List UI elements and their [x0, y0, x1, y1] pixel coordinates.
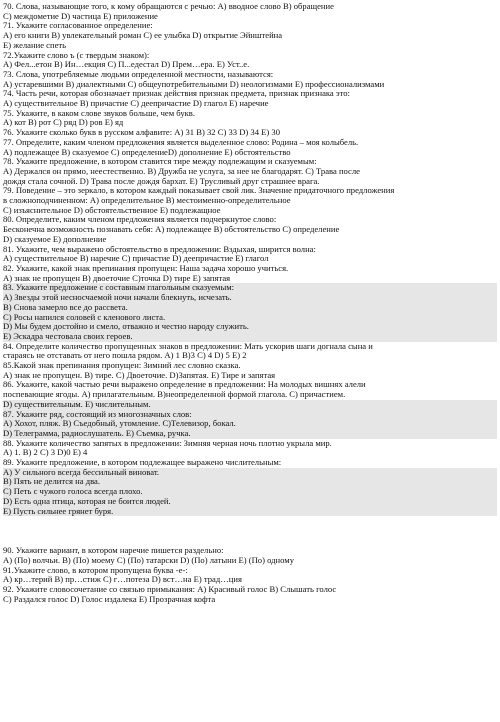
question-line: Е) Эскадра честовала своих героев. — [3, 332, 497, 342]
question-line: 89. Укажите предложение, в котором подлежащее выражено числительным: — [3, 458, 282, 468]
question-line: 77. Определите, каким членом предложения является выделенное слово: Родина – моя колыбель. — [3, 137, 359, 147]
question-line: 73. Слова, употребляемые людьми определенной местности, называются: — [3, 69, 274, 79]
question-line: 79. Поведение – это зеркало, в котором каждый показывает свой лик. Значение придаточного предложения — [3, 186, 395, 196]
question-line: D) сказуемое Е) дополнение — [3, 234, 107, 244]
question-line: Бесконечна возможность познавать себя: А) подлежащее В) обстоятельство С) определение — [3, 225, 340, 235]
question-line: А) устаревшими В) диалектными С) общеупотребительными D) неологизмами Е) профессионализмами — [3, 79, 385, 89]
question-line: 71. Укажите согласованное определение: — [3, 21, 153, 31]
question-line: стараясь не отставать от него пошла рядом. А) 1 В)3 С) 4 D) 5 Е) 2 — [3, 351, 247, 361]
question-line: А) существительное В) наречие С) причастие D) деепричастие Е) глагол — [3, 254, 269, 264]
question-line: 86. Укажите, какой частью речи выражено определение в предложении: На молодых вишнях алели — [3, 380, 366, 390]
question-line: 91.Укажите слово, в котором пропущена буква -е-: — [3, 565, 188, 575]
question-line: 87. Укажите ряд, состоящий из многозначных слов: — [3, 410, 497, 420]
question-line: 76. Укажите сколько букв в русском алфавите: А) 31 В) 32 С) 33 D) 34 Е) 30 — [3, 128, 281, 138]
question-line: А) Хохот, пляж. В) Съедобный, утомление. С)Телевизор, бокал. — [3, 419, 497, 429]
question-line: D) существительным. Е) числительным. — [3, 400, 497, 410]
question-line: А) (По) волчьи. В) (По) моему С) (По) татарски D) (По) латыни Е) (По) одному — [3, 555, 295, 565]
question-line: С) Петь с чужого голоса всегда плохо. — [3, 487, 497, 497]
question-line: 80. Определите, каким членом предложения является подчеркнутое слово: — [3, 215, 277, 225]
question-line: А) знак не пропущен В) двоеточие С)точка D) тире Е) запятая — [3, 273, 231, 283]
question-line: 82. Укажите, какой знак препинания пропущен: Наша задача хорошо учиться. — [3, 263, 289, 273]
questions-90-92 — [3, 546, 497, 604]
question-line: в сложноподчиненном: А) определительное В) местоименно-определительное — [3, 196, 291, 206]
question-line: поспевающие ягоды. А) прилагательным. В)неопределенной формой глагола. С) причастием. — [3, 390, 346, 400]
question-line: А) Фел...етон В) Ин…екция С) П...едестал D) Прем…ера. Е) Уст..е. — [3, 60, 250, 70]
question-line: А) знак не пропущен. В) тире. С) Двоеточие. D)Запятая. Е) Тире и запятая — [3, 370, 276, 380]
question-line: 81. Укажите, чем выражено обстоятельство в предложении: Вздыхая, ширится волна: — [3, 244, 316, 254]
question-line: Е) желание спеть — [3, 40, 67, 50]
question-line: 83. Укажите предложение с составным глагольным сказуемым: — [3, 283, 497, 293]
question-line: 85.Какой знак препинания пропущен: Зимний лес словно сказка. — [3, 361, 241, 371]
question-line: С) Росы напился соловей с кленового листа. — [3, 313, 497, 323]
question-line: В) Снова замерло все до рассвета. — [3, 303, 497, 313]
question-line: А) Держался он прямо, неестественно. В) Дружба не услуга, за нее не благодарят. С) Трава после — [3, 166, 360, 176]
question-line: Е) Пусть сильнее грянет буря. — [3, 507, 497, 517]
question-line: А) Звезды этой несносчаемой ночи начали блекнуть, исчезать. — [3, 293, 497, 303]
question-line: 90. Укажите вариант, в котором наречие пишется раздельно: — [3, 546, 224, 556]
question-line: D) Есть одна птица, которая не боится людей. — [3, 497, 497, 507]
question-line: дождя стала сочной. D) Трава после дождя бархат. Е) Трусливый друг страшнее врага. — [3, 176, 320, 186]
question-line: D) Телеграмма, радиослушатель. Е) Съемка, ручка. — [3, 429, 497, 439]
question-line: А) 1. В) 2 С) 3 D)0 Е) 4 — [3, 448, 88, 458]
question-line: В) Пять не делится на два. — [3, 477, 497, 487]
question-line: А) кр…терий В) пр…стиж С) г…потеза D) вст…на Е) трад…ция — [3, 575, 242, 585]
question-line: 84. Определите количество пропущенных знаков в предложении: Мать ускорив шаги догнала сына и — [3, 341, 373, 351]
question-line: 78. Укажите предложение, в котором ставится тире между подлежащим и сказуемым: — [3, 157, 317, 167]
question-line: D) Мы будем достойно и смело, отважно и честно народу служить. — [3, 322, 497, 332]
question-line: А) его книги В) увлекательный роман С) ее улыбка D) открытие Эйнштейна — [3, 31, 283, 41]
question-line: 70. Слова, называющие того, к кому обращаются с речью: А) вводное слово В) обращение — [3, 2, 334, 11]
question-line: А) подлежащее В) сказуемое С) определениеD) дополнение Е) обстоятельство — [3, 147, 291, 157]
question-line: 74. Часть речи, которая обозначает признак действия признак предмета, признак признака это: — [3, 89, 350, 99]
question-line: А) У сильного всегда бессильный виноват. — [3, 468, 497, 478]
question-line: А) кот В) рот С) ряд D) ров Е) яд — [3, 118, 124, 128]
question-line: С) Раздался голос D) Голос издалека Е) Прозрачная кофта — [3, 594, 216, 604]
question-line: 88. Укажите количество запятых в предложении: Зимняя черная ночь плотно укрыла мир. — [3, 438, 332, 448]
blank-gap — [3, 516, 497, 546]
question-line: С) изъяснительное D) обстоятельственное Е) подлежащное — [3, 205, 221, 215]
question-line: 92. Укажите словосочетание со связью примыкания: А) Красивый голос В) Слышать голос — [3, 585, 337, 595]
questions-70-89 — [3, 2, 497, 516]
question-line: 72.Укажите слово ъ (с твердым знаком): — [3, 50, 150, 60]
question-line: С) междометие D) частица Е) приложение — [3, 11, 158, 21]
question-line: 75. Укажите, в каком слове звуков больше, чем букв. — [3, 108, 196, 118]
question-line: А) существительное В) причастие С) деепричастие D) глагол Е) наречие — [3, 99, 269, 109]
